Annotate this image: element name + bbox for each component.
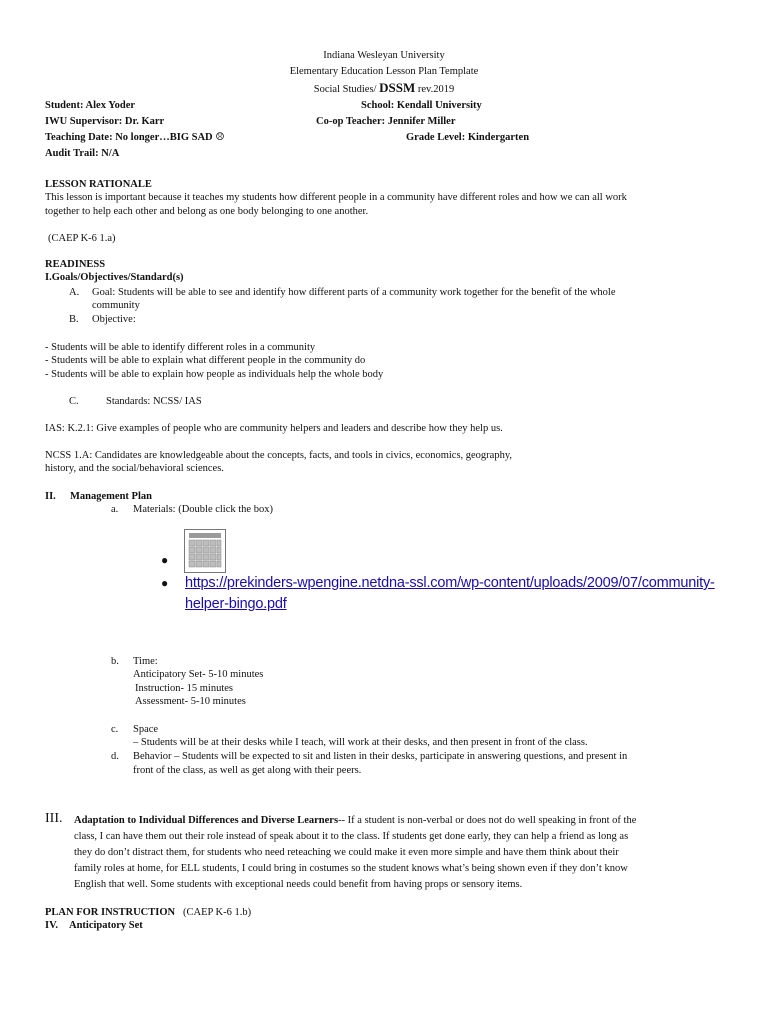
document-thumbnail-icon — [185, 530, 225, 572]
adaptation-line-2: class, I can have them out their role instead of speak about it to the class. If students get done early, they can help a friend as long as — [74, 831, 629, 842]
goals-heading: I.Goals/Objectives/Standard(s) — [45, 272, 184, 283]
time-item: Anticipatory Set- 5-10 minutes — [133, 669, 264, 680]
behavior-line-2: front of the class, as well as get along with their peers. — [133, 765, 362, 776]
bingo-link-line-1[interactable]: https://prekinders-wpengine.netdna-ssl.com/wp-content/uploads/2009/07/community- — [185, 575, 715, 591]
subject-rev: rev.2019 — [415, 84, 455, 95]
standards-label: Standards: NCSS/ IAS — [106, 396, 202, 407]
adaptation-heading: Adaptation to Individual Differences and Diverse Learners — [74, 815, 339, 826]
time-label: Time: — [133, 656, 158, 667]
plan-line — [45, 906, 251, 919]
objective-marker: B. — [69, 314, 79, 325]
readiness-heading: READINESS — [45, 259, 106, 270]
student-field: Student: Alex Yoder — [45, 100, 136, 111]
time-marker: b. — [111, 656, 119, 667]
objective-label: Objective: — [92, 314, 136, 325]
rationale-heading: LESSON RATIONALE — [45, 179, 152, 190]
grade-level-field: Grade Level: Kindergarten — [406, 132, 530, 143]
teaching-date-field: Teaching Date: No longer…BIG SAD ☹ — [45, 132, 225, 143]
materials-label: Materials: (Double click the box) — [133, 504, 273, 515]
audit-trail-field: Audit Trail: N/A — [45, 148, 120, 159]
anticipatory-set-heading: Anticipatory Set — [69, 920, 143, 931]
time-item: Assessment- 5-10 minutes — [135, 696, 246, 707]
objective-item: - Students will be able to explain how people as individuals help the whole body — [45, 369, 384, 380]
bullet-icon: ● — [161, 553, 169, 567]
ias-standard: IAS: K.2.1: Give examples of people who are community helpers and leaders and describe how they help us. — [45, 423, 503, 434]
space-marker: c. — [111, 724, 119, 735]
adaptation-line-5: English that well. Some students with exceptional needs could benefit from having props or sensory items. — [74, 879, 523, 890]
subject-dssm: DSSM — [379, 80, 416, 95]
plan-caep: (CAEP K-6 1.b) — [182, 907, 252, 918]
standards-marker: C. — [69, 396, 79, 407]
rationale-line-2: together to help each other and belong as one body belonging to one another. — [45, 206, 369, 217]
goal-line-1: Goal: Students will be able to see and identify how different parts of a community work together for the benefit of the whole — [92, 287, 616, 298]
subject-line — [0, 81, 768, 96]
space-text: – Students will be at their desks while I teach, will work at their desks, and then present in front of the class. — [133, 737, 588, 748]
management-marker: II. — [45, 491, 56, 502]
time-item: Instruction- 15 minutes — [135, 683, 233, 694]
behavior-marker: d. — [111, 751, 119, 762]
supervisor-field: IWU Supervisor: Dr. Karr — [45, 116, 165, 127]
materials-marker: a. — [111, 504, 119, 515]
bingo-link-line-2[interactable]: helper-bingo.pdf — [185, 596, 287, 612]
bullet-icon: ● — [161, 576, 169, 590]
goal-marker: A. — [69, 287, 80, 298]
rationale-caep: (CAEP K-6 1.a) — [48, 233, 116, 244]
space-label: Space — [133, 724, 159, 735]
management-heading: Management Plan — [70, 491, 152, 502]
plan-heading: PLAN FOR INSTRUCTION — [45, 907, 176, 918]
objective-item: - Students will be able to identify different roles in a community — [45, 342, 316, 353]
anticipatory-marker: IV. — [45, 920, 58, 931]
university-name: Indiana Wesleyan University — [323, 50, 445, 61]
template-title: Elementary Education Lesson Plan Template — [289, 66, 479, 77]
adaptation-line-1-rest: -- If a student is non-verbal or does not do well speaking in front of the — [338, 815, 637, 826]
behavior-line-1: Behavior – Students will be expected to sit and listen in their desks, participate in answering questions, and present in — [133, 751, 628, 762]
adaptation-marker: III. — [45, 811, 63, 826]
coop-teacher-field: Co-op Teacher: Jennifer Miller — [316, 116, 456, 127]
goal-line-2: community — [92, 300, 140, 311]
ncss-standard-line-1: NCSS 1.A: Candidates are knowledgeable about the concepts, facts, and tools in civics, economics, geography, — [45, 450, 513, 461]
school-field: School: Kendall University — [361, 100, 482, 111]
subject-prefix: Social Studies/ — [313, 84, 380, 95]
rationale-line-1: This lesson is important because it teaches my students how different people in a community have different roles and how we can all work — [45, 192, 627, 203]
adaptation-line-1 — [74, 814, 636, 827]
bingo-thumbnail[interactable] — [184, 529, 226, 573]
objective-item: - Students will be able to explain what different people in the community do — [45, 355, 366, 366]
ncss-standard-line-2: history, and the social/behavioral sciences. — [45, 463, 224, 474]
adaptation-line-3: they do don’t distract them, for students who need reteaching we could make it even more simple and have them think about their — [74, 847, 619, 858]
adaptation-line-4: family roles at home, for ELL students, I could bring in costumes so the student knows what’s being shown even if they don’t know — [74, 863, 628, 874]
